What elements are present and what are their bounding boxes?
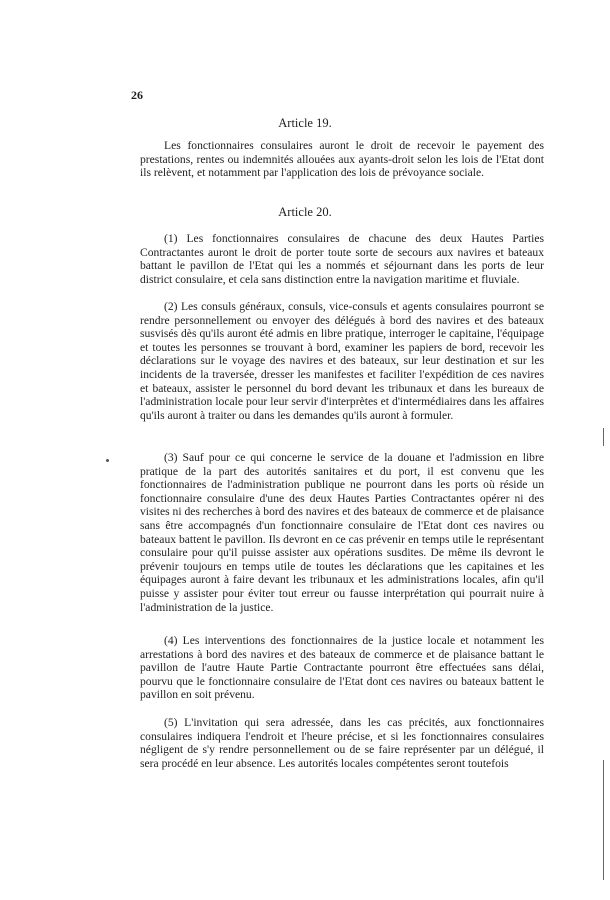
scan-edge-line-lower xyxy=(603,760,604,880)
scan-artifact-mark xyxy=(106,459,109,462)
article-20-paragraph-4: (4) Les interventions des fonctionnaires de la justice locale et notamment les arrestations à bord des navires et des bateaux de commerce et de plaisance battant le pavillon de l'autre Haute Partie Contractante pourront être effectuées sans délai, pourvu que le fonctionnaire consulaire de l'Etat dont ces navires ou bateaux battent le pavillon en soit prévenu. xyxy=(140,634,544,702)
article-20-paragraph-2: (2) Les consuls généraux, consuls, vice-consuls et agents consulaires pourront se rendre personnellement ou envoyer des délégués à bord des navires et des bateaux susvisés dès qu'ils auront été admis en libre pratique, interroger le capitaine, l'équipage et toutes les personnes se trouvant à bord, examiner les papiers de bord, recevoir les déclarations sur le voyage des navires et des bateaux, sur leur destination et sur les incidents de la traversée, dresser les manifestes et faciliter l'expédition de ces navires et bateaux, assister le personnel du bord devant les tribunaux et dans les bureaux de l'administration locale pour leur servir d'interprètes et d'intermédiaires dans les affaires qu'ils auront à traiter ou dans les demandes qu'ils auront à formuler. xyxy=(140,300,544,422)
article-19-paragraph-1: Les fonctionnaires consulaires auront le droit de recevoir le payement des prestations, rentes ou indemnités allouées aux ayants-droit selon les lois de l'Etat dont ils relèvent, et notamment par l'application des lois de prévoyance sociale. xyxy=(140,139,544,180)
article-19-title: Article 19. xyxy=(278,116,332,130)
article-20-title: Article 20. xyxy=(278,205,332,219)
article-20-paragraph-1: (1) Les fonctionnaires consulaires de chacune des deux Hautes Parties Contractantes auront le droit de porter toute sorte de secours aux navires et bateaux battant le pavillon de l'Etat qui les a nommés et séjournant dans les ports de leur district consulaire, et cela sans distinction entre la navigation maritime et fluviale. xyxy=(140,232,544,286)
article-20-paragraph-3: (3) Sauf pour ce qui concerne le service de la douane et l'admission en libre pratique de la part des autorités sanitaires et du port, il est convenu que les fonctionnaires de l'administration publique ne pourront dans les ports où réside un fonctionnaire consulaire d'une des deux Hautes Parties Contractantes opérer ni des visites ni des recherches à bord des navires et des bateaux de commerce et de plaisance sans être accompagnés d'un fonctionnaire consulaire de l'Etat dont ces navires ou bateaux battent le pavillon. Ils devront en ce cas prévenir en temps utile le représentant consulaire pour qu'il puisse assister aux opérations susdites. De même ils devront le prévenir toujours en temps utile de toutes les déclarations que les capitaines et les équipages auront à faire devant les tribunaux et les administrations locales, afin qu'il puisse y assister pour éviter tout erreur ou fausse interprétation qui pourrait nuire à l'administration de la justice. xyxy=(140,451,544,614)
page-number: 26 xyxy=(131,88,143,102)
scan-edge-line-upper xyxy=(603,428,604,446)
article-20-paragraph-5: (5) L'invitation qui sera adressée, dans les cas précités, aux fonctionnaires consulaires indiquera l'endroit et l'heure précise, et si les fonctionnaires consulaires négligent de s'y rendre personnellement ou de se faire représenter par un délégué, il sera procédé en leur absence. Les autorités locales compétentes seront toutefois xyxy=(140,716,544,770)
